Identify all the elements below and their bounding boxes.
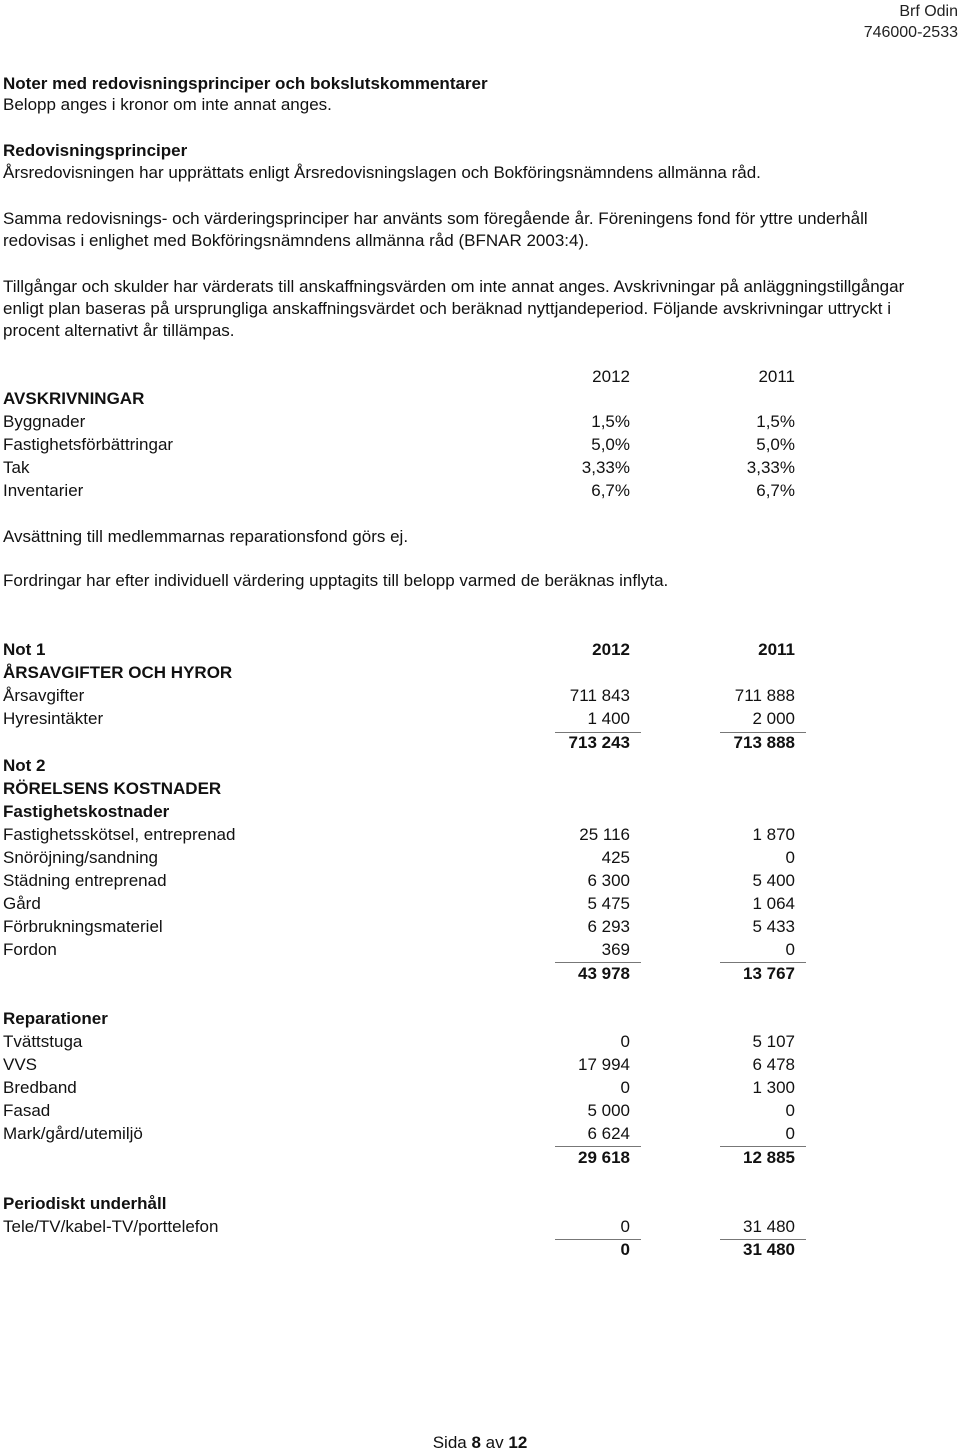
periodiskt-row-label: Tele/TV/kabel-TV/porttelefon: [3, 1217, 219, 1236]
notes-title: Noter med redovisningsprinciper och bokslutskommentarer: [3, 74, 488, 93]
fastighet-row-v2: 0: [785, 848, 795, 867]
fastighet-row-v2: 1 064: [752, 894, 795, 913]
dep-year1: 2012: [592, 367, 630, 386]
principles-heading: Redovisningsprinciper: [3, 141, 188, 160]
principles-p1: Årsredovisningen har upprättats enligt Årsredovisningslagen och Bokföringsnämndens allmänna råd.: [3, 163, 761, 182]
fastighet-row-v2: 5 433: [752, 917, 795, 936]
reparationer-row-v2: 6 478: [752, 1055, 795, 1074]
reparationer-total-2: 12 885: [743, 1148, 795, 1167]
fastighet-row-v1: 369: [601, 940, 630, 959]
fastighet-row-v2: 0: [785, 940, 795, 959]
page-footer: [0, 1432, 960, 1454]
note1-total-1: 713 243: [568, 733, 630, 752]
dep-row-v2: 6,7%: [756, 481, 795, 500]
footer-total: 12: [508, 1433, 528, 1452]
dep-row-v1: 6,7%: [591, 481, 630, 500]
note1-label: Not 1: [3, 640, 46, 659]
dep-row-label: Inventarier: [3, 481, 84, 500]
footer-page: 8: [471, 1433, 481, 1452]
reparationer-row-v1: 0: [620, 1032, 630, 1051]
notes-subtitle: Belopp anges i kronor om inte annat anges.: [3, 95, 332, 114]
reparationer-row-v2: 0: [785, 1124, 795, 1143]
org-name: Brf Odin: [899, 3, 958, 20]
reparationer-heading: Reparationer: [3, 1009, 108, 1028]
fastighet-row-label: Fordon: [3, 940, 57, 959]
reparationer-row-label: Bredband: [3, 1078, 77, 1097]
fordringar-note: Fordringar har efter individuell värdering upptagits till belopp varmed de beräknas inflyta.: [3, 571, 669, 590]
reparationer-row-v2: 0: [785, 1101, 795, 1120]
reparationer-row-label: Mark/gård/utemiljö: [3, 1124, 143, 1143]
dep-heading: AVSKRIVNINGAR: [3, 389, 145, 408]
principles-p3-line1: Tillgångar och skulder har värderats till anskaffningsvärden om inte annat anges. Avskrivningar på anläggningstillgångar: [3, 277, 905, 296]
note1-row-v1: 1 400: [587, 709, 630, 728]
dep-row-v1: 1,5%: [591, 412, 630, 431]
principles-p3-line3: procent alternativt år tillämpas.: [3, 321, 235, 340]
reparationer-total-1: 29 618: [578, 1148, 630, 1167]
fastighet-row-label: Gård: [3, 894, 41, 913]
fastighet-total-1: 43 978: [578, 964, 630, 983]
reparationer-row-v1: 17 994: [578, 1055, 630, 1074]
fastighet-row-v1: 6 300: [587, 871, 630, 890]
note1-row-v1: 711 843: [569, 686, 630, 705]
periodiskt-total-2: 31 480: [743, 1240, 795, 1259]
note1-heading: ÅRSAVGIFTER OCH HYROR: [3, 663, 233, 682]
dep-row-v2: 3,33%: [746, 458, 795, 477]
dep-row-v1: 3,33%: [581, 458, 630, 477]
periodiskt-row-v2: 31 480: [743, 1217, 795, 1236]
fastighet-heading: Fastighetskostnader: [3, 802, 170, 821]
fastighet-row-v1: 425: [601, 848, 630, 867]
fastighet-row-label: Snöröjning/sandning: [3, 848, 159, 867]
dep-row-label: Tak: [3, 458, 30, 477]
note1-row-v2: 711 888: [734, 686, 795, 705]
reparationsfond-note: Avsättning till medlemmarnas reparationsfond görs ej.: [3, 527, 409, 546]
fastighet-row-v1: 6 293: [587, 917, 630, 936]
periodiskt-total-1: 0: [620, 1240, 630, 1259]
note1-row-label: Hyresintäkter: [3, 709, 104, 728]
dep-row-label: Byggnader: [3, 412, 86, 431]
principles-p2-line2: redovisas i enlighet med Bokföringsnämndens allmänna råd (BFNAR 2003:4).: [3, 231, 589, 250]
periodiskt-heading: Periodiskt underhåll: [3, 1194, 167, 1213]
reparationer-row-label: Tvättstuga: [3, 1032, 83, 1051]
reparationer-row-v2: 5 107: [752, 1032, 795, 1051]
reparationer-row-v2: 1 300: [752, 1078, 795, 1097]
fastighet-total-2: 13 767: [743, 964, 795, 983]
reparationer-row-label: VVS: [3, 1055, 38, 1074]
note1-total-2: 713 888: [733, 733, 795, 752]
dep-row-v1: 5,0%: [591, 435, 630, 454]
fastighet-row-v1: 5 475: [587, 894, 630, 913]
fastighet-row-label: Städning entreprenad: [3, 871, 167, 890]
reparationer-row-v1: 6 624: [587, 1124, 630, 1143]
principles-p3-line2: enligt plan baseras på ursprungliga anskaffningsvärdet och beräknad nyttjandeperiod. Följande avskrivningar uttryckt i: [3, 299, 891, 318]
periodiskt-row-v1: 0: [620, 1217, 630, 1236]
dep-row-label: Fastighetsförbättringar: [3, 435, 174, 454]
reparationer-row-v1: 5 000: [587, 1101, 630, 1120]
dep-year2: 2011: [758, 367, 795, 386]
dep-row-v2: 5,0%: [756, 435, 795, 454]
fastighet-row-v2: 5 400: [752, 871, 795, 890]
reparationer-row-label: Fasad: [3, 1101, 51, 1120]
reparationer-row-v1: 0: [620, 1078, 630, 1097]
note1-year2: 2011: [758, 640, 795, 659]
note2-heading: RÖRELSENS KOSTNADER: [3, 779, 222, 798]
dep-row-v2: 1,5%: [756, 412, 795, 431]
fastighet-row-label: Fastighetsskötsel, entreprenad: [3, 825, 236, 844]
note2-label: Not 2: [3, 756, 46, 775]
note1-row-v2: 2 000: [752, 709, 795, 728]
note1-row-label: Årsavgifter: [3, 686, 85, 705]
org-number: 746000-2533: [863, 24, 958, 41]
principles-p2-line1: Samma redovisnings- och värderingsprinciper har använts som föregående år. Föreningens fond för yttre underhåll: [3, 209, 868, 228]
footer-sep: av: [485, 1433, 504, 1452]
fastighet-row-label: Förbrukningsmateriel: [3, 917, 163, 936]
fastighet-row-v1: 25 116: [579, 825, 630, 844]
footer-prefix: Sida: [432, 1433, 467, 1452]
note1-year1: 2012: [592, 640, 630, 659]
fastighet-row-v2: 1 870: [752, 825, 795, 844]
